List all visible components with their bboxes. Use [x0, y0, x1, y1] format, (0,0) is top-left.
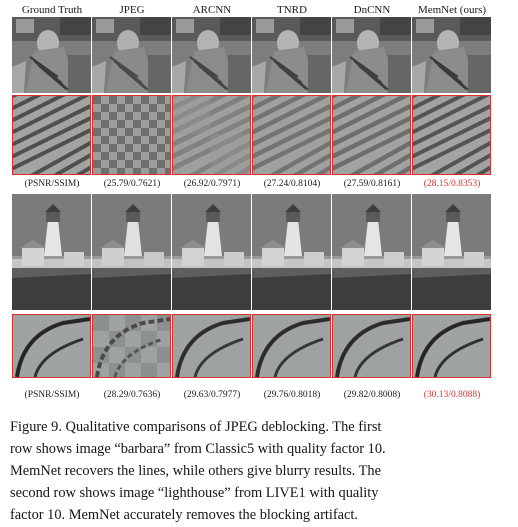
column-header-jpeg: JPEG	[119, 4, 145, 16]
caption-line: factor 10. MemNet accurately removes the blocking artifact.	[10, 507, 359, 523]
barbara-crop-tnrd	[252, 95, 331, 175]
column-header-memnet: MemNet (ours)	[417, 4, 487, 16]
metric-arcnn: (26.92/0.7971)	[183, 179, 241, 189]
metric-arcnn: (29.63/0.7977)	[183, 390, 241, 400]
lighthouse-crop-arcnn	[172, 314, 251, 378]
caption-line: row shows image “barbara” from Classic5 with quality factor 10.	[10, 441, 386, 457]
lighthouse-image-jpeg	[92, 194, 171, 310]
metric-memnet: (28.15/0.8353)	[423, 179, 481, 189]
lighthouse-crop-tnrd	[252, 314, 331, 378]
lighthouse-image-row	[12, 194, 492, 310]
metric-tnrd: (27.24/0.8104)	[263, 179, 321, 189]
barbara-image-ground-truth	[12, 17, 91, 93]
barbara-crop-row	[12, 95, 492, 175]
column-header-tnrd: TNRD	[277, 4, 307, 16]
metric-jpeg: (25.79/0.7621)	[103, 179, 161, 189]
metric-memnet: (30.13/0.8088)	[423, 390, 481, 400]
column-header-dncnn: DnCNN	[353, 4, 391, 16]
column-headers	[12, 3, 492, 17]
lighthouse-crop-ground-truth	[12, 314, 91, 378]
caption-line: Figure 9. Qualitative comparisons of JPEG deblocking. The first	[10, 419, 382, 435]
barbara-crop-arcnn	[172, 95, 251, 175]
figure-caption	[10, 416, 494, 526]
barbara-crop-jpeg	[92, 95, 171, 175]
barbara-metrics-row	[12, 178, 492, 191]
lighthouse-crop-dncnn	[332, 314, 411, 378]
column-header-arcnn: ARCNN	[192, 4, 232, 16]
lighthouse-image-tnrd	[252, 194, 331, 310]
column-header-ground-truth: Ground Truth	[21, 4, 83, 16]
metric-jpeg: (28.29/0.7636)	[103, 390, 161, 400]
lighthouse-crop-memnet	[412, 314, 491, 378]
metric-dncnn: (29.82/0.8008)	[343, 390, 401, 400]
metric-label: (PSNR/SSIM)	[24, 390, 80, 400]
barbara-image-dncnn	[332, 17, 411, 93]
metric-dncnn: (27.59/0.8161)	[343, 179, 401, 189]
lighthouse-image-dncnn	[332, 194, 411, 310]
barbara-image-memnet	[412, 17, 491, 93]
caption-line: second row shows image “lighthouse” from LIVE1 with quality	[10, 485, 379, 501]
barbara-image-jpeg	[92, 17, 171, 93]
lighthouse-image-memnet	[412, 194, 491, 310]
barbara-crop-ground-truth	[12, 95, 91, 175]
lighthouse-image-arcnn	[172, 194, 251, 310]
barbara-crop-memnet	[412, 95, 491, 175]
barbara-image-arcnn	[172, 17, 251, 93]
metric-tnrd: (29.76/0.8018)	[263, 390, 321, 400]
lighthouse-metrics-row	[12, 389, 492, 402]
lighthouse-crop-row	[12, 314, 492, 378]
caption-line: MemNet recovers the lines, while others give blurry results. The	[10, 463, 381, 479]
barbara-image-tnrd	[252, 17, 331, 93]
lighthouse-crop-jpeg	[92, 314, 171, 378]
lighthouse-image-ground-truth	[12, 194, 91, 310]
barbara-crop-dncnn	[332, 95, 411, 175]
metric-label: (PSNR/SSIM)	[24, 179, 80, 189]
barbara-image-row	[12, 17, 492, 93]
